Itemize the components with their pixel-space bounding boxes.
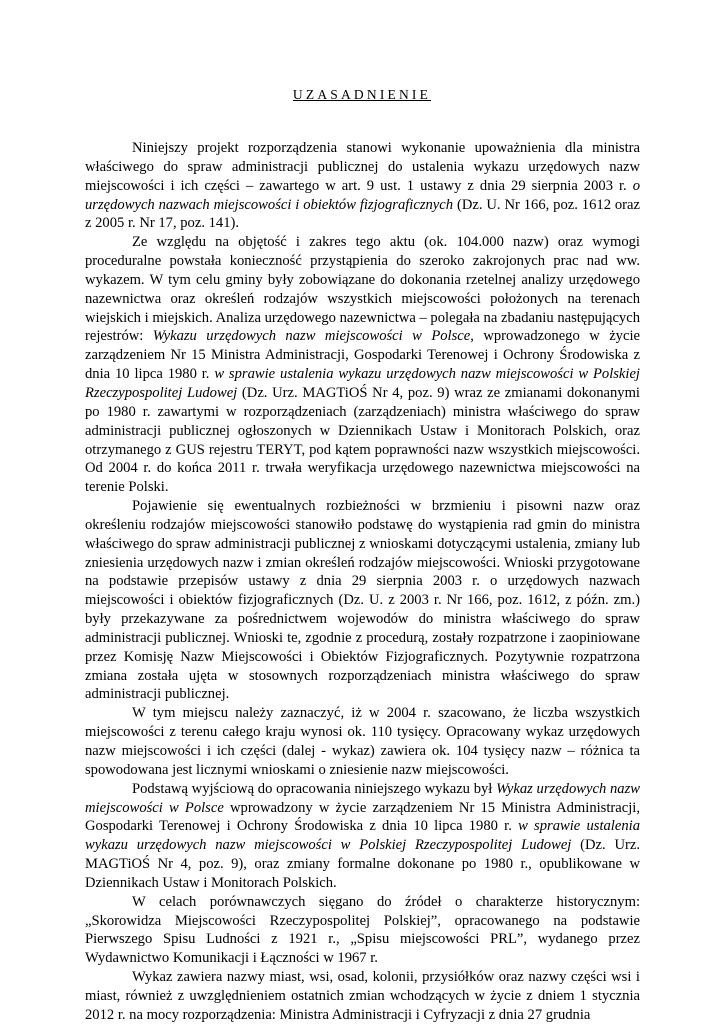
paragraph-1: Niniejszy projekt rozporządzenia stanowi wykonanie upoważnienia dla ministra właściwego do spraw administracji publicznej do ustalenia wykazu urzędowych nazw miejscowości i ich części – zawartego w art. 9 ust. 1 ustawy z dnia 29 sierpnia 2003 r. o urzędowych nazwach miejscowości i obiektów fizjograficznych (Dz. U. Nr 166, poz. 1612 oraz z 2005 r. Nr 17, poz. 141).: [85, 140, 640, 232]
document-body: [85, 139, 640, 1025]
paragraph-4: W tym miejscu należy zaznaczyć, iż w 2004 r. szacowano, że liczba wszystkich miejscowości z terenu całego kraju wynosi ok. 110 tysięcy. Opracowany wykaz urzędowych nazw miejscowości i ich części (dalej - wykaz) zawiera ok. 104 tysięcy nazw – różnica ta spowodowana jest licznymi wnioskami o zniesienie nazw miejscowości.: [85, 705, 640, 778]
paragraph-5: Podstawą wyjściową do opracowania niniejszego wykazu był Wykaz urzędowych nazw miejscowości w Polsce wprowadzony w życie zarządzeniem Nr 15 Ministra Administracji, Gospodarki Terenowej i Ochrony Środowiska z dnia 10 lipca 1980 r. w sprawie ustalenia wykazu urzędowych nazw miejscowości w Polskiej Rzeczypospolitej Ludowej (Dz. Urz. MAGTiOŚ Nr 4, poz. 9), oraz zmiany formalne dokonane po 1980 r., opublikowane w Dziennikach Ustaw i Monitorach Polskich.: [85, 780, 640, 891]
paragraph-2: Ze względu na objętość i zakres tego aktu (ok. 104.000 nazw) oraz wymogi proceduralne powstała konieczność przystąpienia do szeroko zakrojonych prac nad ww. wykazem. W tym celu gminy były zobowiązane do dokonania rzetelnej analizy urzędowego nazewnictwa oraz określeń rodzajów wszystkich miejscowości położonych na terenach wiejskich i miejskich. Analiza urzędowego nazewnictwa – polegała na zbadaniu następujących rejestrów: Wykazu urzędowych nazw miejscowości w Polsce, wprowadzonego w życie zarządzeniem Nr 15 Ministra Administracji, Gospodarki Terenowej i Ochrony Środowiska z dnia 10 lipca 1980 r. w sprawie ustalenia wykazu urzędowych nazw miejscowości w Polskiej Rzeczypospolitej Ludowej (Dz. Urz. MAGTiOŚ Nr 4, poz. 9) wraz ze zmianami dokonanymi po 1980 r. zawartymi w rozporządzeniach (zarządzeniach) ministra właściwego do spraw administracji publicznej ogłoszonych w Dziennikach Ustaw i Monitorach Polskich, oraz otrzymanego z GUS rejestru TERYT, pod kątem poprawności nazw wszystkich miejscowości. Od 2004 r. do końca 2011 r. trwała weryfikacja urzędowego nazewnictwa miejscowości na terenie Polski.: [85, 234, 640, 496]
paragraph-6: W celach porównawczych sięgano do źródeł o charakterze historycznym: „Skorowidza Miejscowości Rzeczypospolitej Polskiej”, opracowanego na podstawie Pierwszego Spisu Ludności z 1921 r., „Spisu miejscowości PRL”, wydanego przez Wydawnictwo Komunikacji i Łączności w 1967 r.: [85, 893, 640, 967]
paragraph-7: Wykaz zawiera nazwy miast, wsi, osad, kolonii, przysiółków oraz nazwy części wsi i miast, również z uwzględnieniem ostatnich zmian wchodzących w życie z dniem 1 stycznia 2012 r. na mocy rozporządzenia: Ministra Administracji i Cyfryzacji z dnia 27 grudnia: [85, 969, 640, 1023]
paragraph-3: Pojawienie się ewentualnych rozbieżności w brzmieniu i pisowni nazw oraz określeniu rodzajów miejscowości stanowiło podstawę do wystąpienia rad gmin do ministra właściwego do spraw administracji publicznej z wnioskami dotyczącymi ustalenia, zmiany lub zniesienia urzędowych nazw i zmian określeń rodzajów miejscowości. Wnioski przygotowane na podstawie przepisów ustawy z dnia 29 sierpnia 2003 r. o urzędowych nazwach miejscowości i obiektów fizjograficznych (Dz. U. z 2003 r. Nr 166, poz. 1612, z późn. zm.) były przekazywane za pośrednictwem wojewodów do ministra właściwego do spraw administracji publicznej. Wnioski te, zgodnie z procedurą, zostały rozpatrzone i zaopiniowane przez Komisję Nazw Miejscowości i Obiektów Fizjograficznych. Pozytywnie rozpatrzona zmiana została ujęta w stosownych rozporządzeniach ministra właściwego do spraw administracji publicznej.: [85, 498, 640, 703]
document-title: UZASADNIENIE: [292, 87, 432, 102]
